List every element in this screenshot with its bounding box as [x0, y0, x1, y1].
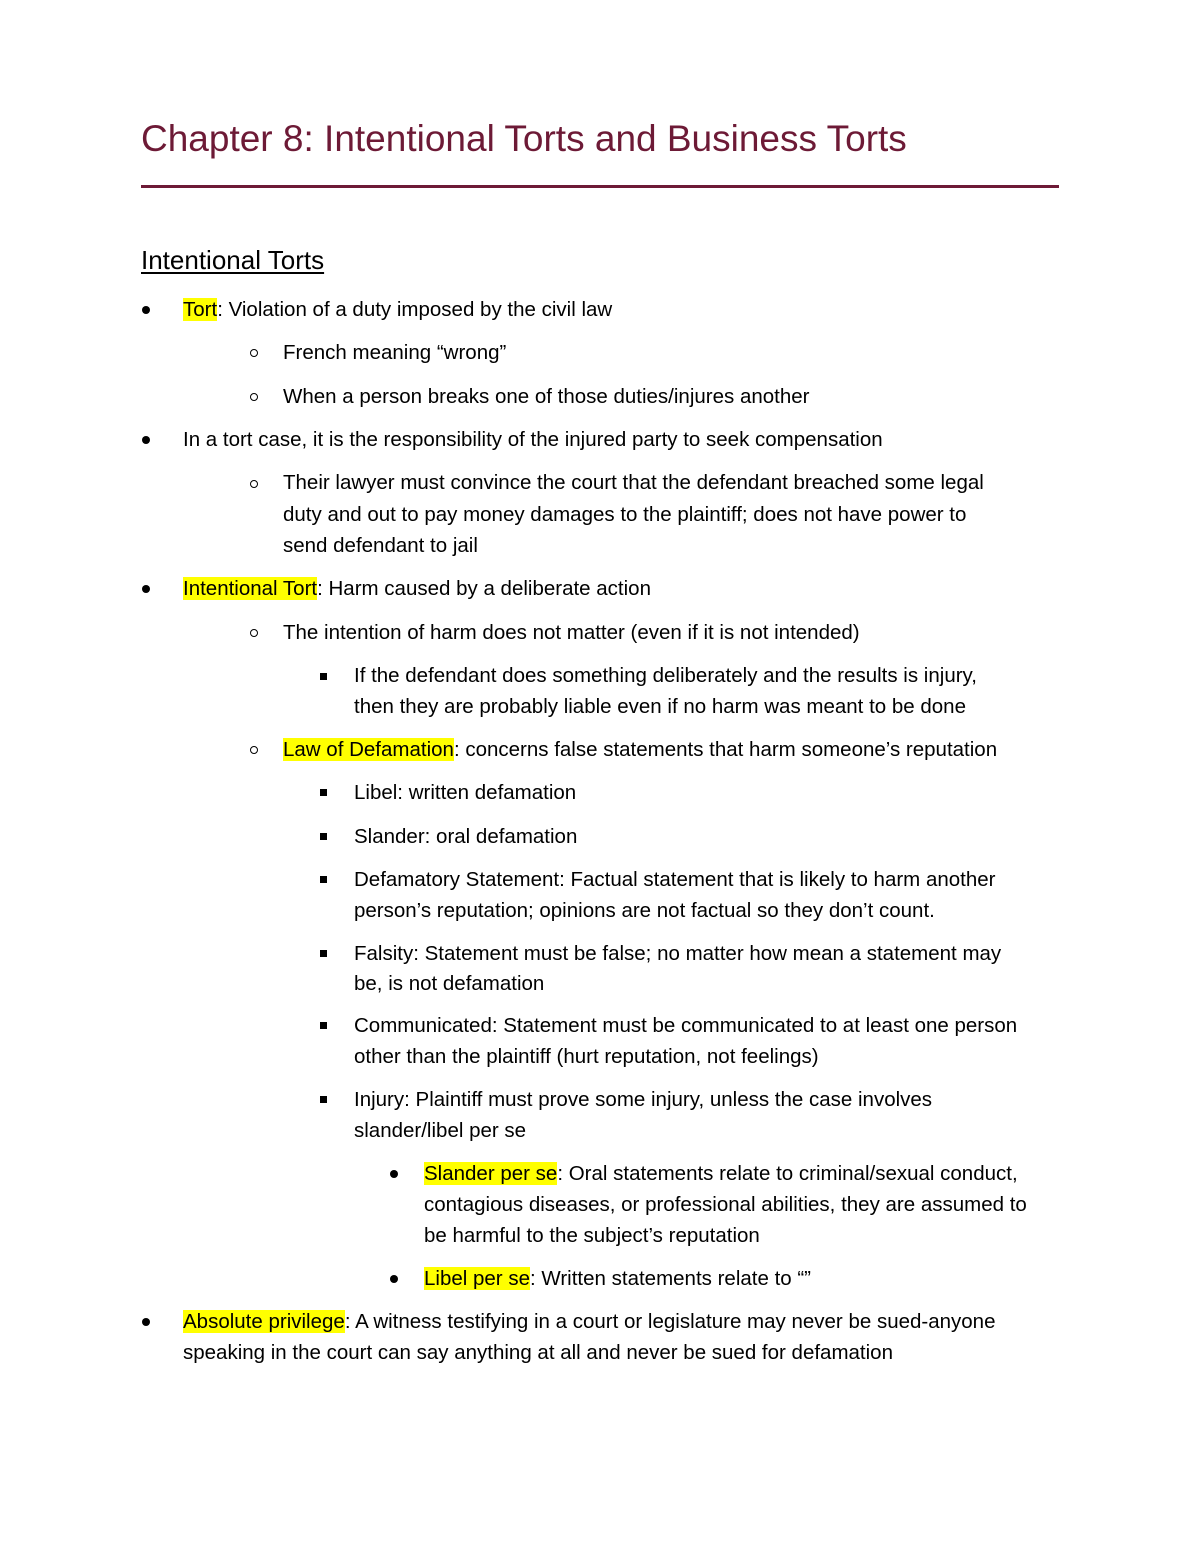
list-item-intentional-tort: [183, 573, 651, 604]
highlighted-term: Intentional Tort: [183, 577, 318, 600]
term-definition: : Harm caused by a deliberate action: [317, 577, 651, 600]
list-item-communicated-line-2: other than the plaintiff (hurt reputation, not feelings): [354, 1045, 819, 1068]
document-title: Chapter 8: Intentional Torts and Business Torts: [141, 118, 907, 159]
highlighted-term: Libel per se: [424, 1267, 530, 1290]
list-item-intention-harm: The intention of harm does not matter (even if it is not intended): [283, 621, 860, 644]
bullet-square-icon: [320, 789, 327, 796]
highlighted-term: Slander per se: [424, 1162, 558, 1185]
list-item-slander-per-se-line-3: be harmful to the subject’s reputation: [424, 1224, 760, 1247]
term-definition: : A witness testifying in a court or legislature may never be sued-anyone: [344, 1310, 996, 1333]
bullet-square-icon: [320, 1096, 327, 1103]
list-item-falsity-line-2: be, is not defamation: [354, 972, 545, 995]
highlighted-term: Absolute privilege: [183, 1310, 345, 1333]
list-item-injury-line-1: Injury: Plaintiff must prove some injury, unless the case involves: [354, 1088, 933, 1111]
term-definition: : concerns false statements that harm someone’s reputation: [453, 738, 998, 761]
bullet-square-icon: [320, 833, 327, 840]
list-item-lawyer-line-3: send defendant to jail: [283, 534, 478, 557]
list-item-libel: Libel: written defamation: [354, 781, 577, 804]
list-item-law-of-defamation: [283, 734, 997, 765]
list-item-tort: [183, 294, 612, 325]
list-item-defamatory-line-2: person’s reputation; opinions are not factual so they don’t count.: [354, 899, 935, 922]
bullet-dot-icon: [390, 1170, 398, 1178]
bullet-dot-icon: [142, 585, 150, 593]
list-item-injury-line-2: slander/libel per se: [354, 1119, 527, 1142]
bullet-circle-icon: [250, 746, 258, 754]
list-item-french-meaning: French meaning “wrong”: [283, 341, 507, 364]
highlighted-term: Tort: [183, 298, 218, 321]
list-item-absolute-privilege-line-1: [183, 1306, 995, 1337]
list-item-deliberate-line-2: then they are probably liable even if no harm was meant to be done: [354, 695, 966, 718]
list-item-deliberate-line-1: If the defendant does something deliberately and the results is injury,: [354, 664, 977, 687]
list-item-defamatory-line-1: Defamatory Statement: Factual statement that is likely to harm another: [354, 868, 996, 891]
list-item-lawyer-line-1: Their lawyer must convince the court that the defendant breached some legal: [283, 471, 984, 494]
bullet-dot-icon: [142, 306, 150, 314]
bullet-dot-icon: [142, 436, 150, 444]
bullet-circle-icon: [250, 480, 258, 488]
bullet-square-icon: [320, 1022, 327, 1029]
bullet-circle-icon: [250, 629, 258, 637]
list-item-falsity-line-1: Falsity: Statement must be false; no matter how mean a statement may: [354, 942, 1002, 965]
title-divider: [141, 185, 1059, 188]
list-item-when-person: When a person breaks one of those duties/injures another: [283, 385, 810, 408]
list-item-libel-per-se: [424, 1263, 811, 1294]
highlighted-term: Law of Defamation: [283, 738, 454, 761]
bullet-circle-icon: [250, 349, 258, 357]
term-definition: : Violation of a duty imposed by the civil law: [217, 298, 613, 321]
bullet-circle-icon: [250, 393, 258, 401]
list-item-lawyer-line-2: duty and out to pay money damages to the plaintiff; does not have power to: [283, 503, 967, 526]
list-item-slander-per-se-line-1: [424, 1158, 1018, 1189]
term-definition: : Written statements relate to “”: [529, 1267, 812, 1290]
bullet-square-icon: [320, 876, 327, 883]
list-item-tort-case: In a tort case, it is the responsibility of the injured party to seek compensation: [183, 428, 883, 451]
section-heading: Intentional Torts: [141, 245, 325, 275]
list-item-communicated-line-1: Communicated: Statement must be communicated to at least one person: [354, 1014, 1018, 1037]
bullet-dot-icon: [142, 1318, 150, 1326]
list-item-slander: Slander: oral defamation: [354, 825, 578, 848]
term-definition: : Oral statements relate to criminal/sexual conduct,: [557, 1162, 1018, 1185]
bullet-square-icon: [320, 673, 327, 680]
list-item-absolute-privilege-line-2: speaking in the court can say anything at all and never be sued for defamation: [183, 1341, 893, 1364]
bullet-square-icon: [320, 950, 327, 957]
bullet-dot-icon: [390, 1275, 398, 1283]
list-item-slander-per-se-line-2: contagious diseases, or professional abilities, they are assumed to: [424, 1193, 1027, 1216]
